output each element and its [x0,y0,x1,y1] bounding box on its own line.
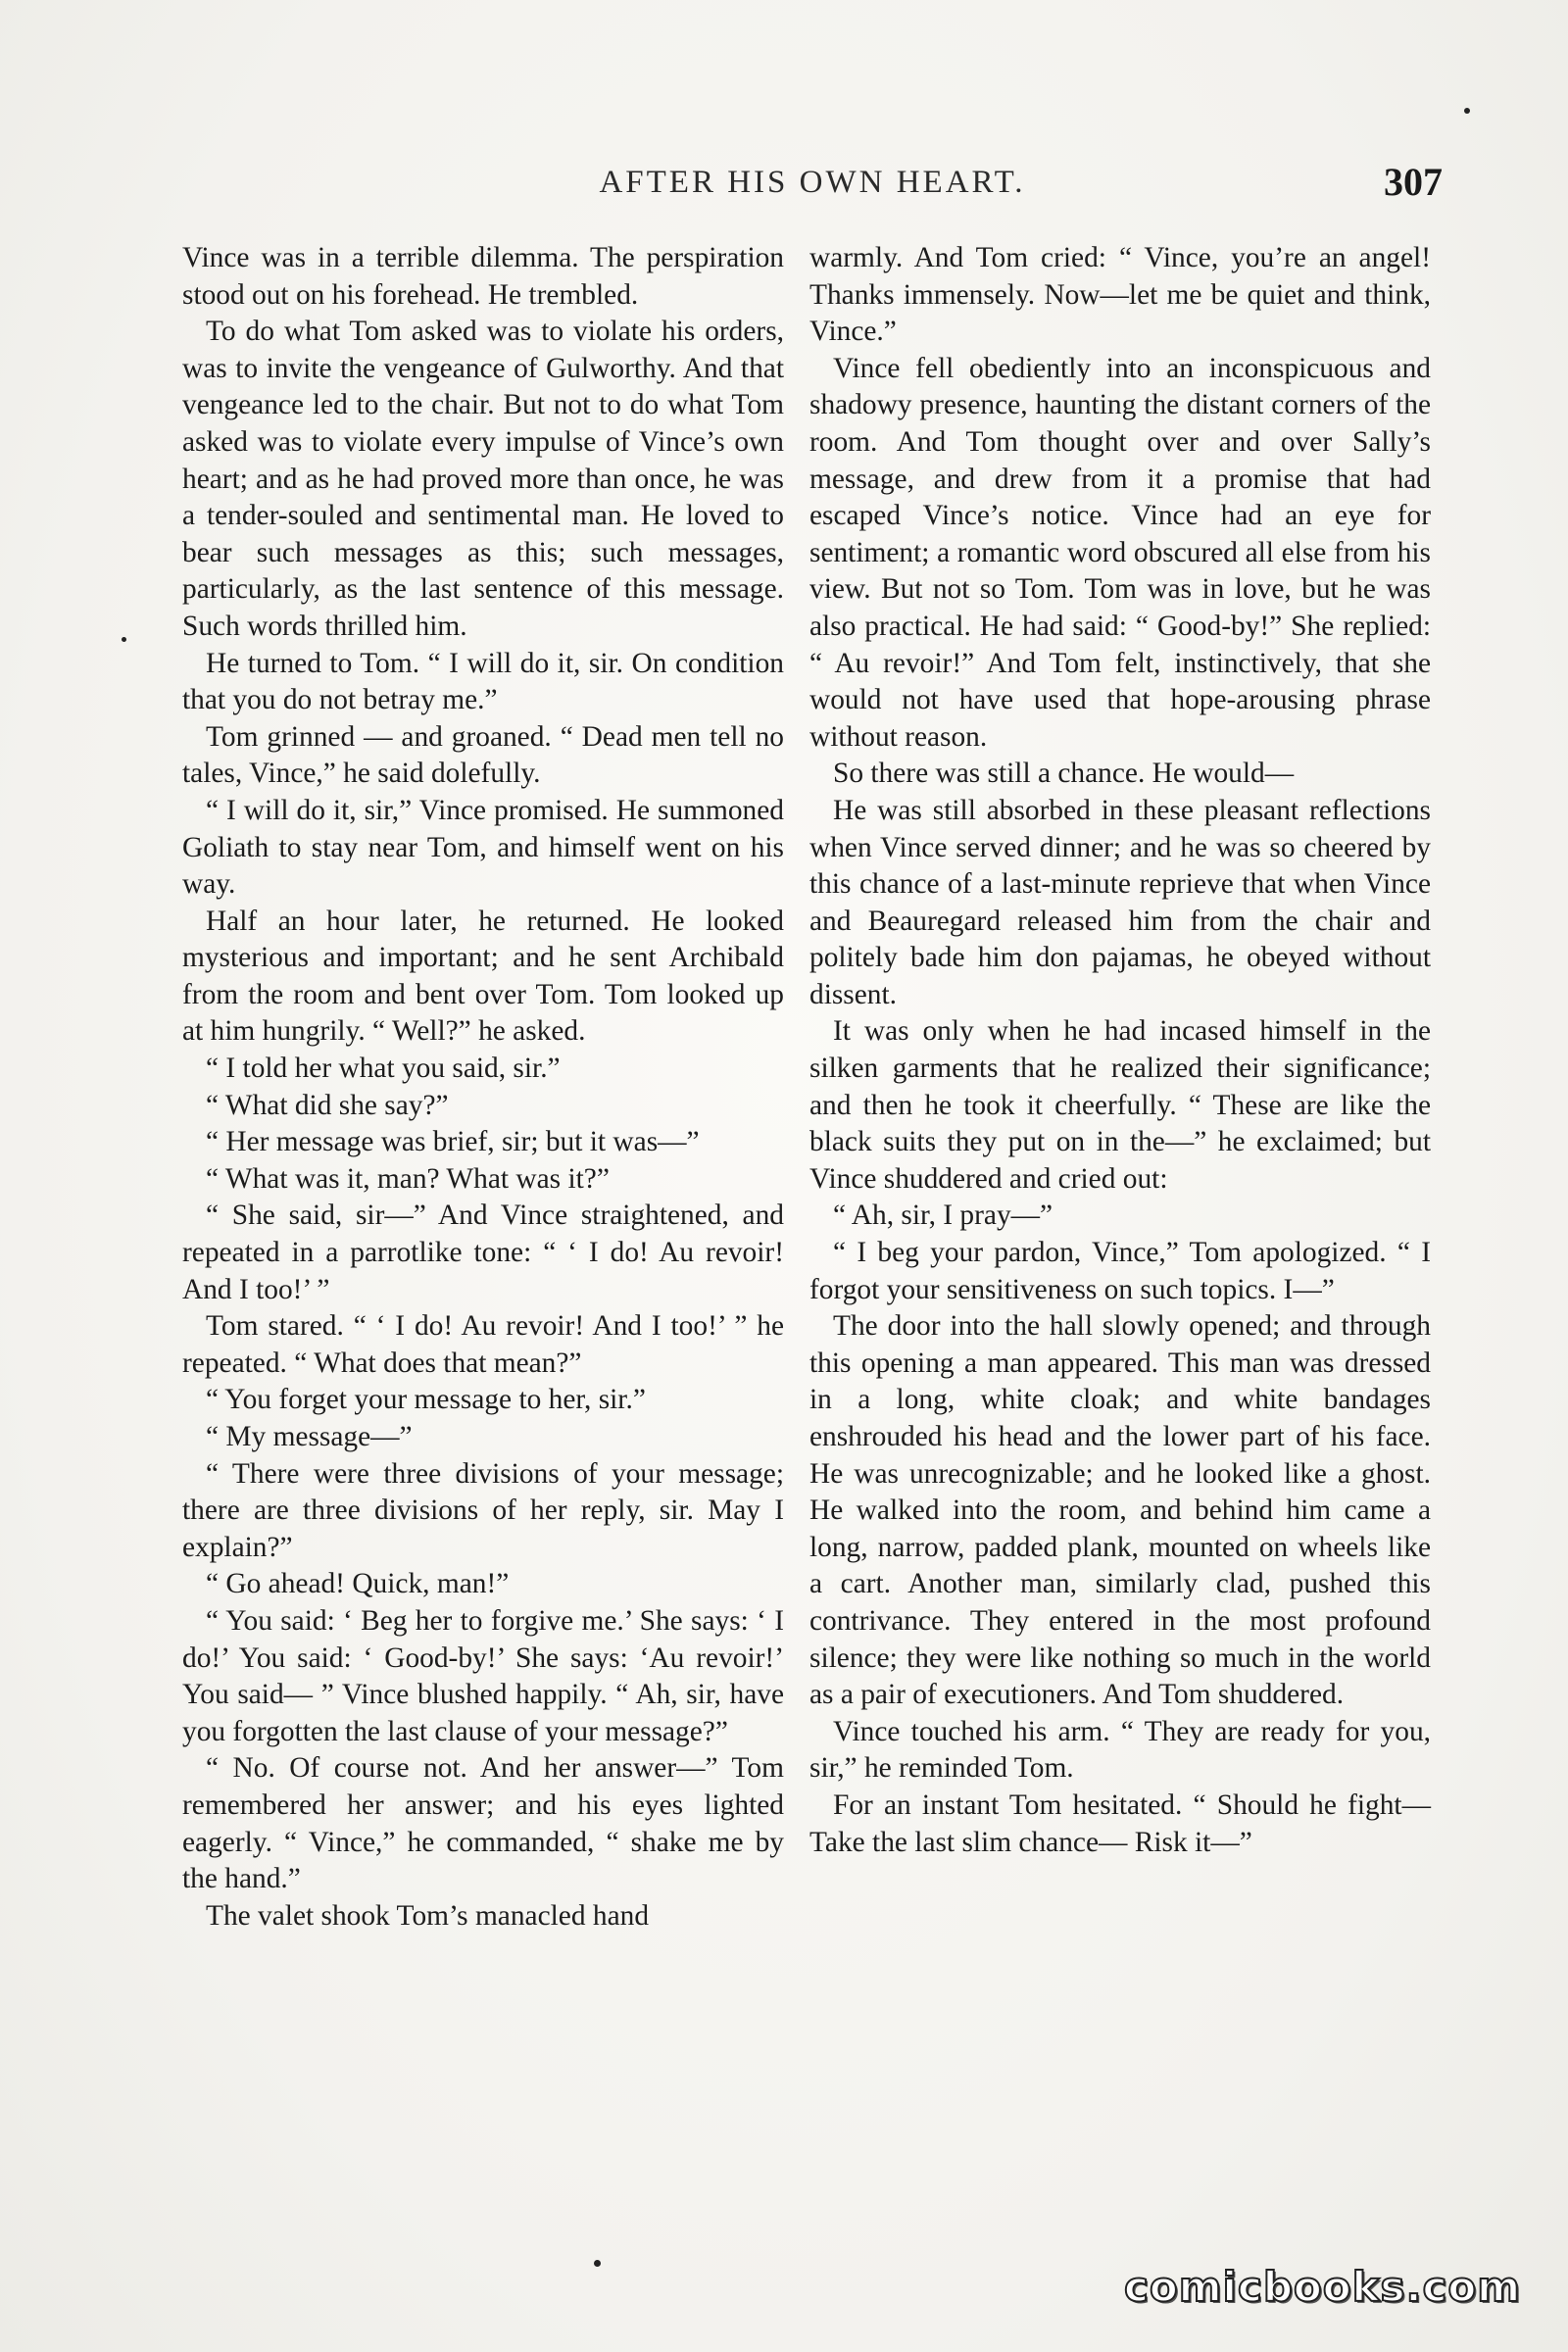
paragraph: “ I beg your pardon, Vince,” Tom apologized. “ I forgot your sensitiveness on such topics. I—” [809,1237,1431,1305]
paragraph: Vince was in a terrible dilemma. The perspiration stood out on his forehead. He trembled. [182,242,784,311]
paragraph: “ Go ahead! Quick, man!” [206,1568,510,1600]
paragraph: The door into the hall slowly opened; and through this opening a man appeared. This man was dressed in a long, white cloak; and white bandages enshrouded his head and the lower part of his face. He was unrecognizable; and he looked like a ghost. He walked into the room, and behind him came a long, narrow, padded plank, mounted on wheels like a cart. Another man, similarly clad, pushed this contrivance. They entered in the most profound silence; they were like nothing so much in the world as a pair of executioners. And Tom shuddered. [809,1310,1431,1711]
left-text-column [182,240,784,1935]
paragraph: “ You said: ‘ Beg her to forgive me.’ She says: ‘ I do!’ You said: ‘ Good-by!’ She says: ‘Au revoir!’ You said— ” Vince blushed happily. “ Ah, sir, have you forgotten the last clause of your message?” [182,1604,784,1747]
paragraph: To do what Tom asked was to violate his orders, was to invite the vengeance of Gulworthy. And that vengeance led to the chair. But not to do what Tom asked was to violate every impulse of Vince’s own heart; and as he had proved more than once, he was a tender-souled and sentimental man. He loved to bear such messages as this; such messages, particularly, as the last sentence of this message. Such words thrilled him. [182,316,784,642]
paragraph: “ She said, sir—” And Vince straightened, and repeated in a parrotlike tone: “ ‘ I do! Au revoir! And I too!’ ” [182,1200,784,1305]
paragraph: So there was still a chance. He would— [833,758,1295,790]
paragraph: For an instant Tom hesitated. “ Should he fight— Take the last slim chance— Risk it—” [809,1788,1431,1858]
paragraph: “ What did she say?” [206,1089,449,1121]
paragraph: He turned to Tom. “ I will do it, sir. On condition that you do not betray me.” [182,647,784,716]
print-speck [122,637,126,642]
paragraph: Vince touched his arm. “ They are ready for you, sir,” he reminded Tom. [809,1715,1431,1785]
paragraph: “ No. Of course not. And her answer—” Tom remembered her answer; and his eyes lighted eagerly. “ Vince,” he commanded, “ shake me by the hand.” [182,1752,784,1895]
watermark-logo: comicbooks.com [1124,2263,1521,2311]
paragraph: “ You forget your message to her, sir.” [206,1384,646,1416]
paragraph: “ Ah, sir, I pray—” [833,1200,1054,1232]
paragraph: “ There were three divisions of your message; there are three divisions of her reply, sir. May I explain?” [182,1457,784,1563]
paragraph: The valet shook Tom’s manacled hand [206,1899,650,1932]
paragraph: It was only when he had incased himself in the silken garments that he realized their significance; and then he took it cheerfully. “ These are like the black suits they put on in the—” he exclaimed; but Vince shuddered and cried out: [809,1015,1431,1195]
print-speck [1464,108,1470,114]
paragraph: “ I will do it, sir,” Vince promised. He summoned Goliath to stay near Tom, and himself went on his way. [182,794,784,901]
paragraph: Half an hour later, he returned. He looked mysterious and important; and he sent Archibald from the room and bent over Tom. Tom looked up at him hungrily. “ Well?” he asked. [182,905,784,1048]
right-text-column [809,240,1431,1861]
print-speck [594,2260,601,2267]
page-number: 307 [1384,160,1443,204]
paragraph: Vince fell obediently into an inconspicuous and shadowy presence, haunting the distant corners of the room. And Tom thought over and over Sally’s message, and drew from it a promise that had escaped Vince’s notice. Vince had an eye for sentiment; a romantic word obscured all else from his view. But not so Tom. Tom was in love, but he was also practical. He had said: “ Good-by!” She replied: “ Au revoir!” And Tom felt, instinctively, that she would not have used that hope-arousing phrase without reason. [809,352,1431,753]
running-header [182,160,1443,214]
paragraph: He was still absorbed in these pleasant reflections when Vince served dinner; and he was so cheered by this chance of a last-minute reprieve that when Vince and Beauregard released him from the chair and politely bade him don pajamas, he obeyed without dissent. [809,794,1431,1010]
paragraph: “ My message—” [206,1421,413,1452]
paragraph: “ Her message was brief, sir; but it was—” [206,1126,700,1158]
paragraph: “ What was it, man? What was it?” [206,1162,610,1195]
paragraph: warmly. And Tom cried: “ Vince, you’re an angel! Thanks immensely. Now—let me be quiet and think, Vince.” [809,242,1431,348]
running-title: AFTER HIS OWN HEART. [599,165,1026,200]
paragraph: “ I told her what you said, sir.” [206,1053,561,1085]
paragraph: Tom stared. “ ‘ I do! Au revoir! And I too!’ ” he repeated. “ What does that mean?” [182,1310,784,1379]
paragraph: Tom grinned — and groaned. “ Dead men tell no tales, Vince,” he said dolefully. [182,720,784,790]
